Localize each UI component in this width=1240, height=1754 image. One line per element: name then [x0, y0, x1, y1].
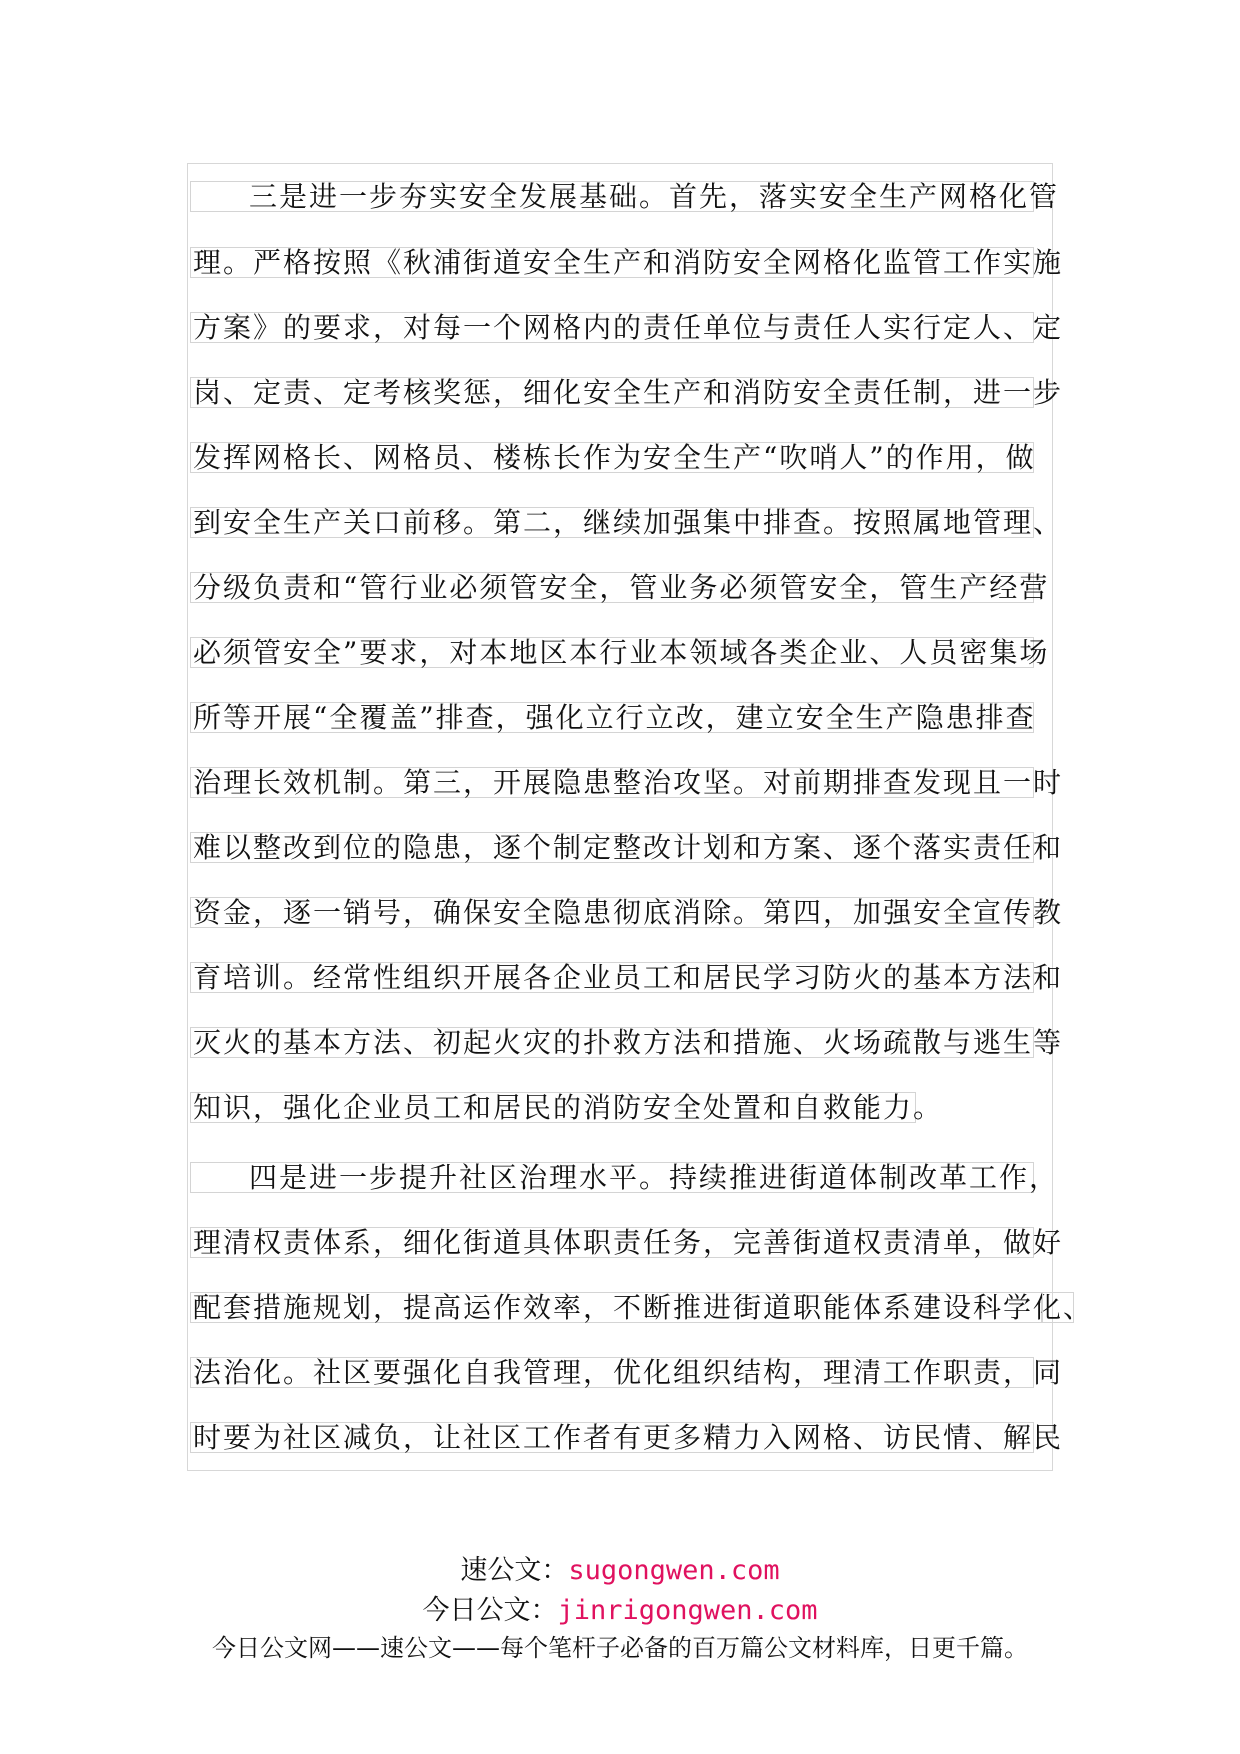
paragraph-line: 灭火的基本方法、初起火灾的扑救方法和措施、火场疏散与逃生等 — [190, 1027, 1034, 1058]
paragraph-line: 所等开展“全覆盖”排查，强化立行立改，建立安全生产隐患排查 — [190, 702, 1034, 733]
footer-label: 今日公文： — [422, 1595, 558, 1626]
footer-jinrigongwen — [0, 1588, 1240, 1627]
page-content-frame — [187, 163, 1053, 1471]
layout-box-marker — [1042, 1292, 1074, 1323]
paragraph-line: 三是进一步夯实安全发展基础。首先，落实安全生产网格化管 — [190, 181, 1034, 212]
footer-tagline: 今日公文网——速公文——每个笔杆子必备的百万篇公文材料库，日更千篇。 — [212, 1634, 1028, 1662]
footer-sugongwen — [0, 1548, 1240, 1587]
sugongwen-link[interactable]: sugongwen.com — [568, 1555, 780, 1586]
paragraph-line: 方案》的要求，对每一个网格内的责任单位与责任人实行定人、定 — [190, 312, 1034, 343]
paragraph-line: 难以整改到位的隐患，逐个制定整改计划和方案、逐个落实责任和 — [190, 832, 1034, 863]
paragraph-line: 发挥网格长、网格员、楼栋长作为安全生产“吹哨人”的作用，做 — [190, 442, 1034, 473]
paragraph-line: 理。严格按照《秋浦街道安全生产和消防安全网格化监管工作实施 — [190, 247, 1034, 278]
paragraph-line: 育培训。经常性组织开展各企业员工和居民学习防火的基本方法和 — [190, 962, 1034, 993]
paragraph-line: 四是进一步提升社区治理水平。持续推进街道体制改革工作， — [190, 1162, 1034, 1193]
paragraph-line: 资金，逐一销号，确保安全隐患彻底消除。第四，加强安全宣传教 — [190, 897, 1034, 928]
jinrigongwen-link[interactable]: jinrigongwen.com — [557, 1595, 818, 1626]
paragraph-line: 时要为社区减负，让社区工作者有更多精力入网格、访民情、解民 — [190, 1422, 1034, 1453]
paragraph-line: 法治化。社区要强化自我管理，优化组织结构，理清工作职责，同 — [190, 1357, 1034, 1388]
paragraph-line: 分级负责和“管行业必须管安全，管业务必须管安全，管生产经营 — [190, 572, 1034, 603]
paragraph-line: 治理长效机制。第三，开展隐患整治攻坚。对前期排查发现且一时 — [190, 767, 1034, 798]
paragraph-line: 理清权责体系，细化街道具体职责任务，完善街道权责清单，做好 — [190, 1227, 1034, 1258]
footer-label: 速公文： — [460, 1555, 569, 1586]
paragraph-line: 到安全生产关口前移。第二，继续加强集中排查。按照属地管理、 — [190, 507, 1034, 538]
paragraph-line: 必须管安全”要求，对本地区本行业本领域各类企业、人员密集场 — [190, 637, 1034, 668]
paragraph-line: 岗、定责、定考核奖惩，细化安全生产和消防安全责任制，进一步 — [190, 377, 1034, 408]
paragraph-line: 配套措施规划，提高运作效率，不断推进街道职能体系建设科学化、 — [190, 1292, 1042, 1323]
paragraph-line: 知识，强化企业员工和居民的消防安全处置和自救能力。 — [190, 1092, 916, 1123]
